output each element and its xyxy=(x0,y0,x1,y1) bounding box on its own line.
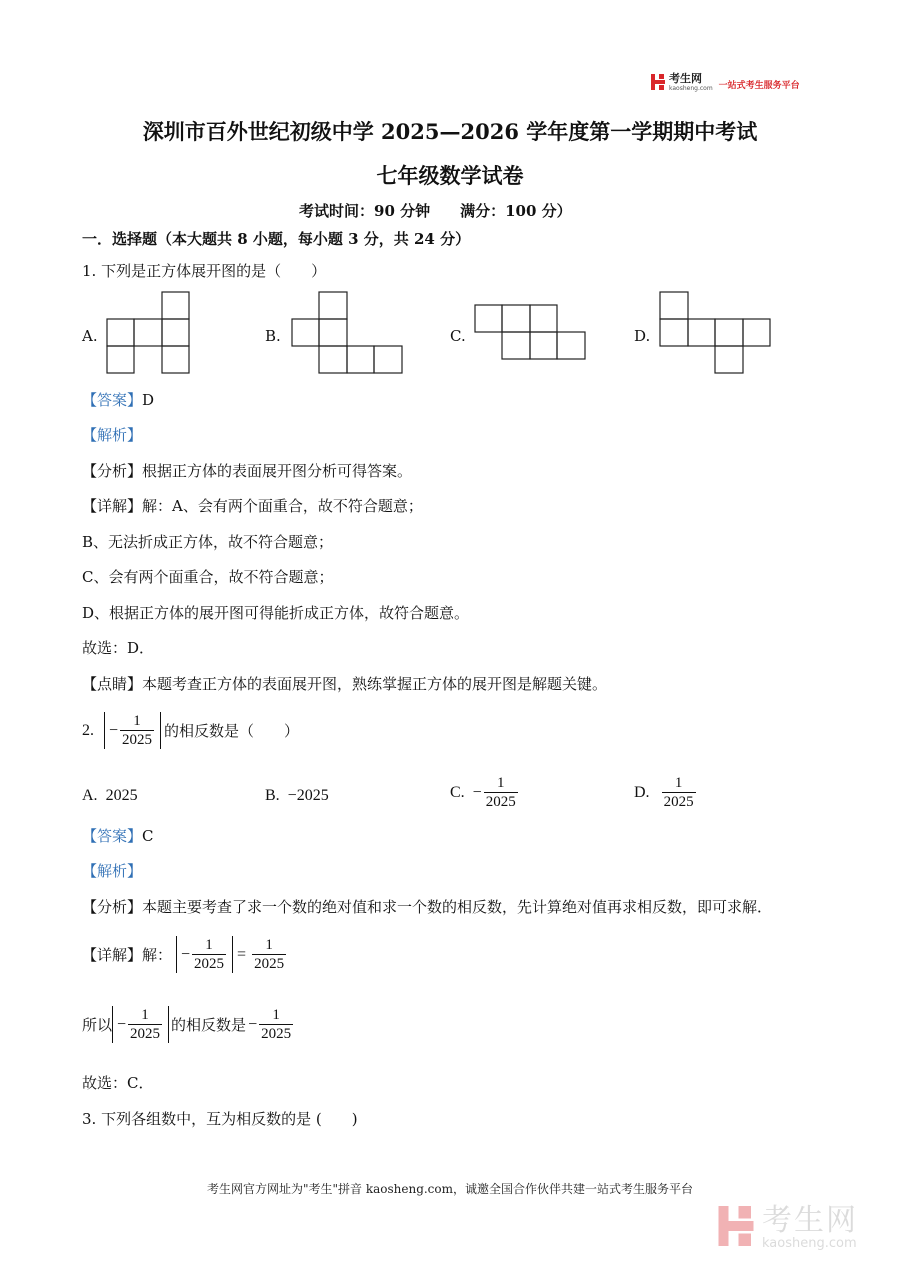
denominator: 2025 xyxy=(130,1026,161,1042)
abs-expression xyxy=(104,712,161,749)
watermark-name: 考生网 xyxy=(762,1203,858,1238)
numerator: 1 xyxy=(674,775,683,791)
q2-analysis: 【分析】本题主要考查了求一个数的绝对值和求一个数的相反数，先计算绝对值再求相反数，即可求解． xyxy=(82,898,773,916)
denominator: 2025 xyxy=(485,794,516,810)
title-line1: 深圳市百外世纪初级中学 2025—2026 学年度第一学期期中考试 xyxy=(142,119,758,144)
slogan: 一站式考生服务平台 xyxy=(718,80,800,91)
numerator: 1 xyxy=(133,713,141,729)
numerator: 1 xyxy=(272,1007,280,1023)
opt-label: A. xyxy=(82,787,98,804)
q2-stem-suffix: 的相反数是（ ） xyxy=(164,721,300,740)
denominator: 2025 xyxy=(663,794,694,810)
q1-line: B、无法折成正方体，故不符合题意； xyxy=(82,533,334,551)
title-line2: 七年级数学试卷 xyxy=(376,163,524,188)
watermark-icon xyxy=(716,1203,756,1253)
q2-num: 2. xyxy=(82,721,94,739)
minus-sign: − xyxy=(109,721,119,739)
fraction xyxy=(252,936,286,973)
q1-opt-a-label: A. xyxy=(82,327,98,345)
abs-expression xyxy=(112,1006,169,1043)
q1-line: 【点睛】本题考查正方体的表面展开图，熟练掌握正方体的展开图是解题关键。 xyxy=(82,675,608,693)
logo-sub: kaosheng.com xyxy=(669,85,713,92)
logo-name: 考生网 xyxy=(669,72,702,85)
so-mid: 的相反数是 xyxy=(171,1015,247,1034)
q2-choose: 故选：C． xyxy=(82,1074,154,1092)
fraction xyxy=(128,1006,162,1043)
watermark-url: kaosheng.com xyxy=(762,1236,857,1251)
answer-label: 【答案】 xyxy=(82,827,143,845)
q1-line: 【详解】解：A、会有两个面重合，故不符合题意； xyxy=(82,497,423,515)
q2-opt-d xyxy=(634,774,698,811)
fraction xyxy=(662,774,696,811)
q2-so xyxy=(82,1006,295,1043)
q2-analysis-label: 【解析】 xyxy=(82,862,143,880)
q3-stem: 3. 下列各组数中，互为相反数的是 ( ) xyxy=(82,1110,358,1128)
header-logo xyxy=(650,73,800,95)
q1-net-a xyxy=(107,292,191,380)
numerator: 1 xyxy=(496,775,505,791)
numerator: 1 xyxy=(205,937,213,953)
so-prefix: 所以 xyxy=(82,1015,113,1034)
detail-label: 【详解】解： xyxy=(82,945,173,964)
q1-analysis-label: 【解析】 xyxy=(82,426,143,444)
q2-detail xyxy=(82,936,288,973)
abs-expression xyxy=(176,936,233,973)
q1-net-c xyxy=(475,305,587,367)
answer-value: C xyxy=(142,827,154,845)
answer-label: 【答案】 xyxy=(82,391,143,409)
q1-net-b xyxy=(292,292,404,380)
exam-info: 考试时间：90 分钟 满分：100 分） xyxy=(299,202,572,220)
footer-text: 考生网官方网址为"考生"拼音 kaosheng.com，诚邀全国合作伙伴共建一站式考生服务平台 xyxy=(206,1182,694,1196)
minus-sign: − xyxy=(181,945,191,963)
q1-line: C、会有两个面重合，故不符合题意； xyxy=(82,568,334,586)
minus-sign: − xyxy=(117,1015,127,1033)
opt-value: −2025 xyxy=(287,787,329,804)
numerator: 1 xyxy=(141,1007,149,1023)
fraction xyxy=(120,712,154,749)
q1-answer xyxy=(82,390,154,410)
minus-sign: − xyxy=(248,1015,258,1033)
q1-opt-d-label: D. xyxy=(634,327,651,345)
numerator: 1 xyxy=(265,937,273,953)
fraction xyxy=(484,774,518,811)
q1-opt-b-label: B. xyxy=(265,327,281,345)
q2-answer xyxy=(82,826,154,846)
denominator: 2025 xyxy=(194,956,225,972)
q1-line: D、根据正方体的展开图可得能折成正方体，故符合题意。 xyxy=(82,604,470,622)
q2-opt-c xyxy=(450,774,520,811)
opt-label: C. xyxy=(450,783,465,801)
q1-stem: 1. 下列是正方体展开图的是（ ） xyxy=(82,262,327,280)
answer-value: D xyxy=(142,391,155,409)
q1-line: 故选：D． xyxy=(82,639,155,657)
denominator: 2025 xyxy=(261,1026,292,1042)
q1-net-d xyxy=(660,292,772,380)
brand-icon xyxy=(650,73,666,95)
q1-opt-c-label: C. xyxy=(450,327,466,345)
q2-opt-a xyxy=(82,786,138,806)
q1-line: 【分析】根据正方体的表面展开图分析可得答案。 xyxy=(82,462,413,480)
q2-opt-b xyxy=(265,786,329,806)
section1-heading: 一．选择题（本大题共 8 小题，每小题 3 分，共 24 分） xyxy=(82,230,471,248)
equals-sign: = xyxy=(237,945,247,963)
minus-sign: − xyxy=(472,783,482,801)
opt-label: D. xyxy=(634,783,650,801)
q2-stem xyxy=(82,712,299,749)
denominator: 2025 xyxy=(254,956,285,972)
watermark xyxy=(716,1203,858,1253)
opt-label: B. xyxy=(265,787,280,804)
denominator: 2025 xyxy=(122,732,153,748)
opt-value: 2025 xyxy=(105,787,138,804)
fraction xyxy=(259,1006,293,1043)
fraction xyxy=(192,936,226,973)
